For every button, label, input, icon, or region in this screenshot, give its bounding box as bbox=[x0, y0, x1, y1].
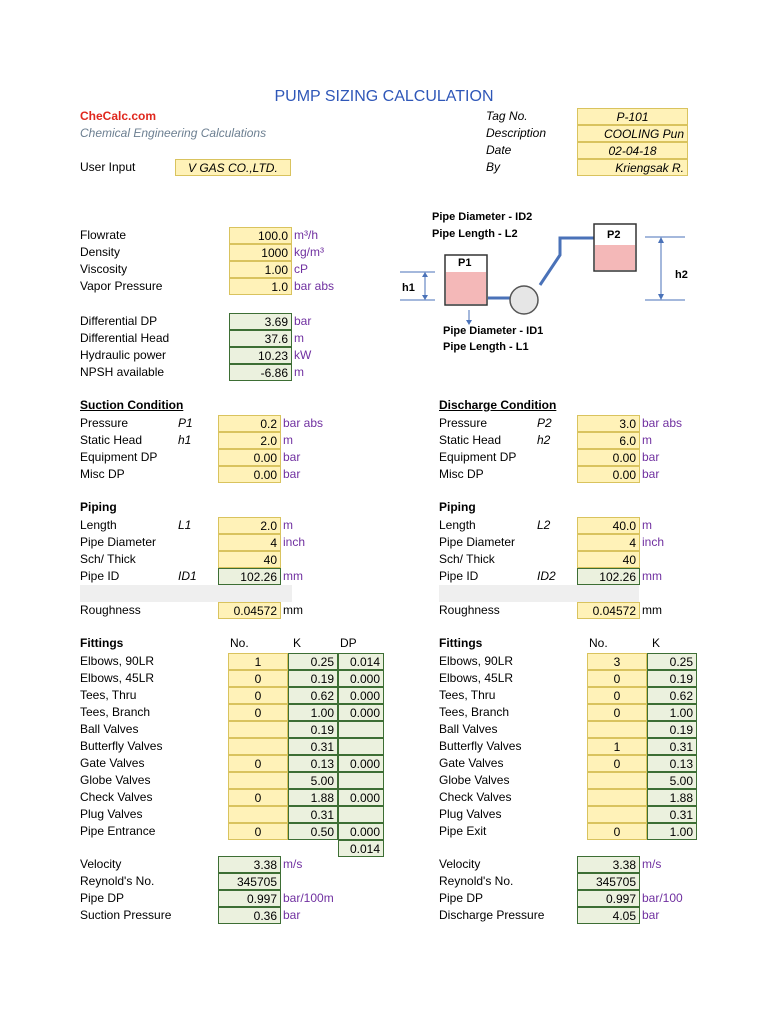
discharge-roughness-label: Roughness bbox=[439, 603, 500, 617]
by-label: By bbox=[486, 160, 501, 174]
discharge-summary-value: 0.997 bbox=[577, 890, 640, 907]
suction-fitting-k: 0.19 bbox=[288, 670, 338, 687]
suction-roughness-label: Roughness bbox=[80, 603, 141, 617]
discharge-fitting-k: 0.25 bbox=[647, 653, 697, 670]
user-input-field[interactable]: V GAS CO.,LTD. bbox=[175, 159, 291, 176]
suction-dp-total: 0.014 bbox=[338, 840, 384, 857]
discharge-piping-label: Length bbox=[439, 518, 476, 532]
discharge-summary-label: Reynold's No. bbox=[439, 874, 514, 888]
discharge-roughness-unit: mm bbox=[642, 603, 662, 617]
discharge-row-label: Pressure bbox=[439, 416, 488, 430]
suction-fitting-count[interactable] bbox=[228, 772, 288, 789]
diagram-l2-label: Pipe Length - L2 bbox=[432, 228, 518, 240]
discharge-row-unit: bar bbox=[642, 467, 660, 481]
suction-fitting-k: 0.25 bbox=[288, 653, 338, 670]
pump-icon bbox=[510, 286, 538, 314]
discharge-fitting-name: Elbows, 45LR bbox=[439, 671, 514, 685]
suction-row-field[interactable]: 0.2 bbox=[218, 415, 281, 432]
discharge-row-label: Equipment DP bbox=[439, 450, 517, 464]
suction-fitting-name: Gate Valves bbox=[80, 756, 145, 770]
discharge-piping-label: Pipe Diameter bbox=[439, 535, 516, 549]
brand-subtitle: Chemical Engineering Calculations bbox=[80, 126, 267, 140]
discharge-piping-symbol: ID2 bbox=[537, 569, 556, 583]
discharge-fitting-name: Elbows, 90LR bbox=[439, 654, 514, 668]
discharge-row-unit: m bbox=[642, 433, 652, 447]
suction-row-label: Misc DP bbox=[80, 467, 125, 481]
suction-fitting-count[interactable]: 0 bbox=[228, 704, 288, 721]
discharge-piping-field[interactable]: 4 bbox=[577, 534, 640, 551]
suction-fitting-count[interactable]: 0 bbox=[228, 687, 288, 704]
discharge-summary-unit: bar bbox=[642, 908, 660, 922]
suction-fitting-name: Butterfly Valves bbox=[80, 739, 163, 753]
suction-piping-unit: inch bbox=[283, 535, 306, 549]
discharge-summary-value: 4.05 bbox=[577, 907, 640, 924]
diagram-p2-label: P2 bbox=[607, 229, 621, 241]
suction-fitting-dp bbox=[338, 721, 384, 738]
discharge-fitting-count[interactable]: 0 bbox=[587, 670, 647, 687]
discharge-fitting-name: Plug Valves bbox=[439, 807, 502, 821]
suction-summary-value: 0.36 bbox=[218, 907, 281, 924]
suction-fitting-count[interactable] bbox=[228, 738, 288, 755]
discharge-fitting-count[interactable]: 0 bbox=[587, 704, 647, 721]
suction-fitting-k: 0.31 bbox=[288, 738, 338, 755]
suction-fitting-dp: 0.000 bbox=[338, 704, 384, 721]
discharge-fitting-k: 0.31 bbox=[647, 806, 697, 823]
suction-fitting-dp: 0.000 bbox=[338, 670, 384, 687]
discharge-row-unit: bar bbox=[642, 450, 660, 464]
suction-row-symbol: h1 bbox=[178, 433, 192, 447]
discharge-piping-unit: inch bbox=[642, 535, 665, 549]
suction-fitting-dp: 0.000 bbox=[338, 755, 384, 772]
discharge-fitting-k: 1.00 bbox=[647, 823, 697, 840]
suction-roughness-field[interactable]: 0.04572 bbox=[218, 602, 281, 619]
discharge-fitting-count[interactable] bbox=[587, 806, 647, 823]
input-unit: kg/m³ bbox=[294, 245, 324, 259]
result-unit: kW bbox=[294, 348, 312, 362]
discharge-piping-unit: mm bbox=[642, 569, 662, 583]
suction-fitting-dp bbox=[338, 772, 384, 789]
discharge-fitting-count[interactable]: 1 bbox=[587, 738, 647, 755]
suction-piping-label: Length bbox=[80, 518, 117, 532]
input-label: Flowrate bbox=[80, 228, 127, 242]
date-label: Date bbox=[486, 143, 512, 157]
vessel-p2-liquid bbox=[595, 245, 635, 270]
suction-divider bbox=[80, 585, 292, 602]
input-field[interactable]: 1.0 bbox=[229, 278, 292, 295]
suction-fitting-name: Elbows, 45LR bbox=[80, 671, 155, 685]
suction-piping-unit: m bbox=[283, 518, 293, 532]
input-field[interactable]: 1000 bbox=[229, 244, 292, 261]
input-label: Vapor Pressure bbox=[80, 279, 163, 293]
description-label: Description bbox=[486, 126, 547, 140]
suction-roughness-unit: mm bbox=[283, 603, 303, 617]
discharge-divider bbox=[439, 585, 639, 602]
suction-fitting-count[interactable]: 0 bbox=[228, 670, 288, 687]
suction-row-label: Static Head bbox=[80, 433, 143, 447]
diagram-p1-label: P1 bbox=[458, 257, 472, 269]
date-field[interactable]: 02-04-18 bbox=[577, 142, 688, 159]
discharge-fitting-count[interactable] bbox=[587, 789, 647, 806]
suction-col-k: K bbox=[293, 636, 302, 650]
discharge-fitting-k: 1.88 bbox=[647, 789, 697, 806]
suction-fitting-name: Pipe Entrance bbox=[80, 824, 156, 838]
discharge-fitting-name: Tees, Branch bbox=[439, 705, 510, 719]
suction-fitting-name: Check Valves bbox=[80, 790, 153, 804]
suction-fitting-dp: 0.000 bbox=[338, 823, 384, 840]
discharge-col-no: No. bbox=[589, 636, 608, 650]
discharge-fitting-k: 0.62 bbox=[647, 687, 697, 704]
suction-row-unit: m bbox=[283, 433, 293, 447]
discharge-summary-value: 345705 bbox=[577, 873, 640, 890]
discharge-summary-label: Pipe DP bbox=[439, 891, 484, 905]
discharge-col-k: K bbox=[652, 636, 661, 650]
discharge-fitting-k: 0.19 bbox=[647, 721, 697, 738]
suction-summary-value: 345705 bbox=[218, 873, 281, 890]
discharge-fitting-k: 0.19 bbox=[647, 670, 697, 687]
suction-fitting-count[interactable] bbox=[228, 806, 288, 823]
suction-fitting-dp: 0.014 bbox=[338, 653, 384, 670]
discharge-fitting-name: Tees, Thru bbox=[439, 688, 496, 702]
discharge-fitting-count[interactable]: 0 bbox=[587, 823, 647, 840]
discharge-piping-symbol: L2 bbox=[537, 518, 551, 532]
result-value: -6.86 bbox=[229, 364, 292, 381]
suction-summary-label: Suction Pressure bbox=[80, 908, 172, 922]
suction-row-label: Pressure bbox=[80, 416, 129, 430]
suction-col-dp: DP bbox=[340, 636, 357, 650]
discharge-summary-label: Velocity bbox=[439, 857, 481, 871]
suction-row-field[interactable]: 0.00 bbox=[218, 449, 281, 466]
result-unit: m bbox=[294, 365, 304, 379]
suction-fitting-k: 1.00 bbox=[288, 704, 338, 721]
suction-fitting-k: 1.88 bbox=[288, 789, 338, 806]
suction-fitting-name: Globe Valves bbox=[80, 773, 151, 787]
suction-fitting-name: Tees, Thru bbox=[80, 688, 137, 702]
diagram-h1-label: h1 bbox=[402, 282, 415, 294]
input-unit: cP bbox=[294, 262, 309, 276]
by-field[interactable]: Kriengsak R. bbox=[577, 159, 688, 176]
result-label: Differential DP bbox=[80, 314, 158, 328]
discharge-fitting-k: 1.00 bbox=[647, 704, 697, 721]
input-field[interactable]: 1.00 bbox=[229, 261, 292, 278]
suction-summary-unit: bar/100m bbox=[283, 891, 334, 905]
suction-row-field[interactable]: 2.0 bbox=[218, 432, 281, 449]
user-input-label: User Input bbox=[80, 160, 136, 174]
result-label: Hydraulic power bbox=[80, 348, 167, 362]
tag-label: Tag No. bbox=[486, 109, 528, 123]
suction-piping-symbol: L1 bbox=[178, 518, 192, 532]
suction-piping-field[interactable]: 40 bbox=[218, 551, 281, 568]
discharge-fittings-heading: Fittings bbox=[439, 636, 483, 650]
discharge-summary-value: 3.38 bbox=[577, 856, 640, 873]
result-value: 37.6 bbox=[229, 330, 292, 347]
discharge-fitting-k: 5.00 bbox=[647, 772, 697, 789]
result-label: Differential Head bbox=[80, 331, 170, 345]
input-field[interactable]: 100.0 bbox=[229, 227, 292, 244]
suction-summary-label: Reynold's No. bbox=[80, 874, 155, 888]
discharge-row-field[interactable]: 0.00 bbox=[577, 449, 640, 466]
suction-piping-field[interactable]: 2.0 bbox=[218, 517, 281, 534]
discharge-summary-unit: bar/100 bbox=[642, 891, 683, 905]
suction-piping-label: Pipe Diameter bbox=[80, 535, 157, 549]
discharge-fitting-k: 0.31 bbox=[647, 738, 697, 755]
suction-row-symbol: P1 bbox=[178, 416, 193, 430]
suction-fitting-k: 0.31 bbox=[288, 806, 338, 823]
suction-fitting-name: Tees, Branch bbox=[80, 705, 151, 719]
suction-fitting-count[interactable]: 0 bbox=[228, 755, 288, 772]
discharge-piping-heading: Piping bbox=[439, 500, 476, 514]
input-label: Viscosity bbox=[80, 262, 128, 276]
suction-piping-symbol: ID1 bbox=[178, 569, 197, 583]
vessel-p1-liquid bbox=[446, 272, 486, 304]
discharge-roughness-field[interactable]: 0.04572 bbox=[577, 602, 640, 619]
brand-name[interactable]: CheCalc.com bbox=[80, 109, 157, 123]
discharge-row-label: Misc DP bbox=[439, 467, 484, 481]
discharge-piping-field[interactable]: 40.0 bbox=[577, 517, 640, 534]
result-value: 10.23 bbox=[229, 347, 292, 364]
suction-row-field[interactable]: 0.00 bbox=[218, 466, 281, 483]
suction-summary-label: Pipe DP bbox=[80, 891, 125, 905]
suction-fittings-heading: Fittings bbox=[80, 636, 124, 650]
discharge-fitting-count[interactable]: 0 bbox=[587, 755, 647, 772]
suction-fitting-count[interactable]: 0 bbox=[228, 823, 288, 840]
suction-row-unit: bar bbox=[283, 467, 301, 481]
suction-summary-value: 3.38 bbox=[218, 856, 281, 873]
suction-piping-heading: Piping bbox=[80, 500, 117, 514]
discharge-piping-label: Pipe ID bbox=[439, 569, 479, 583]
diagram-h2-label: h2 bbox=[675, 269, 688, 281]
suction-piping-field: 102.26 bbox=[218, 568, 281, 585]
input-label: Density bbox=[80, 245, 121, 259]
discharge-fitting-name: Ball Valves bbox=[439, 722, 498, 736]
page-title: PUMP SIZING CALCULATION bbox=[274, 88, 494, 105]
diagram-d1-label: Pipe Diameter - ID1 bbox=[443, 325, 544, 337]
discharge-fitting-count[interactable] bbox=[587, 772, 647, 789]
suction-fitting-k: 0.19 bbox=[288, 721, 338, 738]
diagram-d2-label: Pipe Diameter - ID2 bbox=[432, 211, 533, 223]
suction-summary-unit: m/s bbox=[283, 857, 303, 871]
suction-fitting-name: Ball Valves bbox=[80, 722, 139, 736]
discharge-fitting-name: Gate Valves bbox=[439, 756, 504, 770]
discharge-row-field[interactable]: 0.00 bbox=[577, 466, 640, 483]
discharge-fitting-count[interactable]: 3 bbox=[587, 653, 647, 670]
discharge-heading: Discharge Condition bbox=[439, 398, 557, 412]
suction-fitting-dp: 0.000 bbox=[338, 687, 384, 704]
discharge-piping-label: Sch/ Thick bbox=[439, 552, 495, 566]
discharge-fitting-name: Globe Valves bbox=[439, 773, 510, 787]
discharge-piping-field[interactable]: 40 bbox=[577, 551, 640, 568]
discharge-fitting-name: Pipe Exit bbox=[439, 824, 487, 838]
suction-fitting-dp bbox=[338, 806, 384, 823]
suction-summary-value: 0.997 bbox=[218, 890, 281, 907]
result-unit: m bbox=[294, 331, 304, 345]
suction-col-no: No. bbox=[230, 636, 249, 650]
suction-fitting-dp bbox=[338, 738, 384, 755]
discharge-fitting-k: 0.13 bbox=[647, 755, 697, 772]
discharge-row-symbol: P2 bbox=[537, 416, 552, 430]
tag-field[interactable]: P-101 bbox=[577, 108, 688, 125]
diagram-l1-label: Pipe Length - L1 bbox=[443, 341, 529, 353]
discharge-row-field[interactable]: 3.0 bbox=[577, 415, 640, 432]
discharge-fitting-name: Butterfly Valves bbox=[439, 739, 522, 753]
suction-fitting-k: 0.13 bbox=[288, 755, 338, 772]
suction-piping-unit: mm bbox=[283, 569, 303, 583]
suction-fitting-count[interactable]: 1 bbox=[228, 653, 288, 670]
result-label: NPSH available bbox=[80, 365, 165, 379]
suction-fitting-dp: 0.000 bbox=[338, 789, 384, 806]
suction-row-unit: bar abs bbox=[283, 416, 324, 430]
suction-summary-unit: bar bbox=[283, 908, 301, 922]
suction-fitting-k: 0.62 bbox=[288, 687, 338, 704]
discharge-row-label: Static Head bbox=[439, 433, 502, 447]
suction-summary-label: Velocity bbox=[80, 857, 122, 871]
discharge-pipe bbox=[540, 238, 594, 285]
discharge-piping-field: 102.26 bbox=[577, 568, 640, 585]
suction-heading: Suction Condition bbox=[80, 398, 184, 412]
discharge-fitting-count[interactable]: 0 bbox=[587, 687, 647, 704]
suction-piping-label: Pipe ID bbox=[80, 569, 120, 583]
discharge-fitting-name: Check Valves bbox=[439, 790, 512, 804]
discharge-row-symbol: h2 bbox=[537, 433, 551, 447]
discharge-summary-label: Discharge Pressure bbox=[439, 908, 545, 922]
suction-fitting-k: 0.50 bbox=[288, 823, 338, 840]
suction-row-label: Equipment DP bbox=[80, 450, 158, 464]
input-unit: bar abs bbox=[294, 279, 335, 293]
suction-fitting-count[interactable] bbox=[228, 721, 288, 738]
suction-fitting-name: Plug Valves bbox=[80, 807, 143, 821]
suction-row-unit: bar bbox=[283, 450, 301, 464]
suction-fitting-k: 5.00 bbox=[288, 772, 338, 789]
discharge-summary-unit: m/s bbox=[642, 857, 662, 871]
pump-schematic bbox=[395, 215, 695, 340]
discharge-row-unit: bar abs bbox=[642, 416, 683, 430]
suction-piping-field[interactable]: 4 bbox=[218, 534, 281, 551]
description-field[interactable]: COOLING Pun bbox=[577, 125, 688, 142]
result-unit: bar bbox=[294, 314, 312, 328]
result-value: 3.69 bbox=[229, 313, 292, 330]
suction-fitting-name: Elbows, 90LR bbox=[80, 654, 155, 668]
discharge-fitting-count[interactable] bbox=[587, 721, 647, 738]
discharge-row-field[interactable]: 6.0 bbox=[577, 432, 640, 449]
suction-fitting-count[interactable]: 0 bbox=[228, 789, 288, 806]
suction-piping-label: Sch/ Thick bbox=[80, 552, 136, 566]
discharge-piping-unit: m bbox=[642, 518, 652, 532]
input-unit: m³/h bbox=[294, 228, 318, 242]
